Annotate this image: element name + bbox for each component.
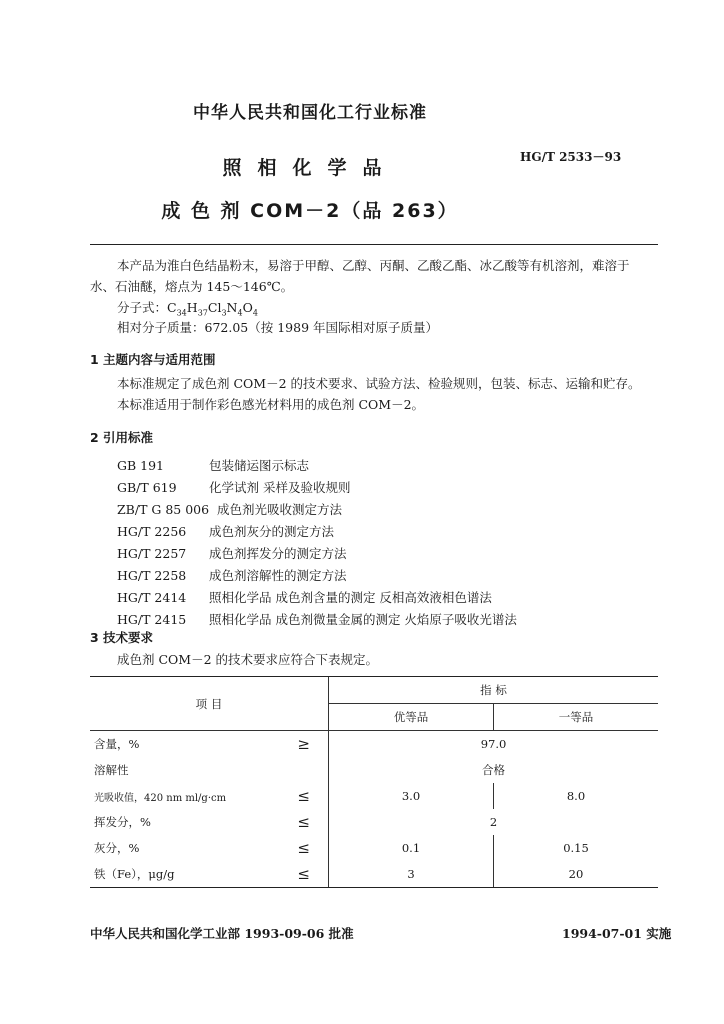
section1-heading: 1 主题内容与适用范围	[90, 352, 216, 367]
reference-item: HG/T 2257 成色剂挥发分的测定方法	[117, 546, 347, 561]
table-row: 挥发分，% ≤ 2	[90, 809, 658, 835]
section3-heading: 3 技术要求	[90, 630, 154, 645]
implementation-date: 1994-07-01 实施	[562, 926, 672, 941]
reference-item: GB 191 包装储运图示标志	[117, 458, 309, 473]
intro-line2: 水、石油醚，熔点为 145～146℃。	[90, 279, 294, 294]
grade1-header: 优等品	[329, 704, 494, 731]
molecular-formula: $C_{34}H_{37}Cl_3N_4O_4$	[167, 300, 258, 318]
reference-item: GB/T 619 化学试剂 采样及验收规则	[117, 480, 351, 495]
table-row: 灰分，% ≤ 0.1 0.15	[90, 835, 658, 861]
standard-number: HG/T 2533－93	[520, 150, 622, 164]
title-line2: 成 色 剂 COM－2（品 263）	[161, 200, 459, 222]
intro-line1: 本产品为淮白色结晶粉末，易溶于甲醇、乙醇、丙酮、乙酸乙酯、冰乙酸等有机溶剂，难溶于	[117, 258, 630, 273]
reference-item: ZB/T G 85 006 成色剂光吸收测定方法	[117, 502, 343, 517]
grade2-header: 一等品	[494, 704, 659, 731]
formula-label: 分子式：	[117, 300, 168, 315]
table-row: 溶解性 合格	[90, 757, 658, 783]
section3-line1: 成色剂 COM－2 的技术要求应符合下表规定。	[117, 652, 379, 667]
reference-item: HG/T 2414 照相化学品 成色剂含量的测定 反相高效液相色谱法	[117, 590, 492, 605]
reference-item: HG/T 2256 成色剂灰分的测定方法	[117, 524, 334, 539]
approval-date: 中华人民共和国化学工业部 1993-09-06 批准	[90, 926, 354, 941]
title-line1: 照相化学品	[222, 157, 398, 179]
table-row: 光吸收值，420 nm ml/g·cm ≤ 3.0 8.0	[90, 783, 658, 809]
reference-item: HG/T 2258 成色剂溶解性的测定方法	[117, 568, 347, 583]
top-rule	[90, 244, 658, 245]
org-title: 中华人民共和国化工行业标准	[193, 103, 427, 123]
section2-heading: 2 引用标准	[90, 430, 154, 445]
section1-line2: 本标准适用于制作彩色感光材料用的成色剂 COM－2。	[117, 397, 425, 412]
section1-line1: 本标准规定了成色剂 COM－2 的技术要求、试验方法、检验规则，包装、标志、运输和贮存。	[117, 376, 641, 391]
table-row: 含量，% ≥ 97.0	[90, 731, 658, 758]
index-header: 指 标	[329, 677, 659, 704]
reference-item: HG/T 2415 照相化学品 成色剂微量金属的测定 火焰原子吸收光谱法	[117, 612, 517, 627]
table-row: 铁（Fe），μg/g ≤ 3 20	[90, 861, 658, 888]
item-header: 项 目	[90, 677, 329, 731]
molecular-weight: 相对分子质量：672.05（按 1989 年国际相对原子质量）	[117, 320, 438, 335]
spec-table	[90, 676, 658, 888]
